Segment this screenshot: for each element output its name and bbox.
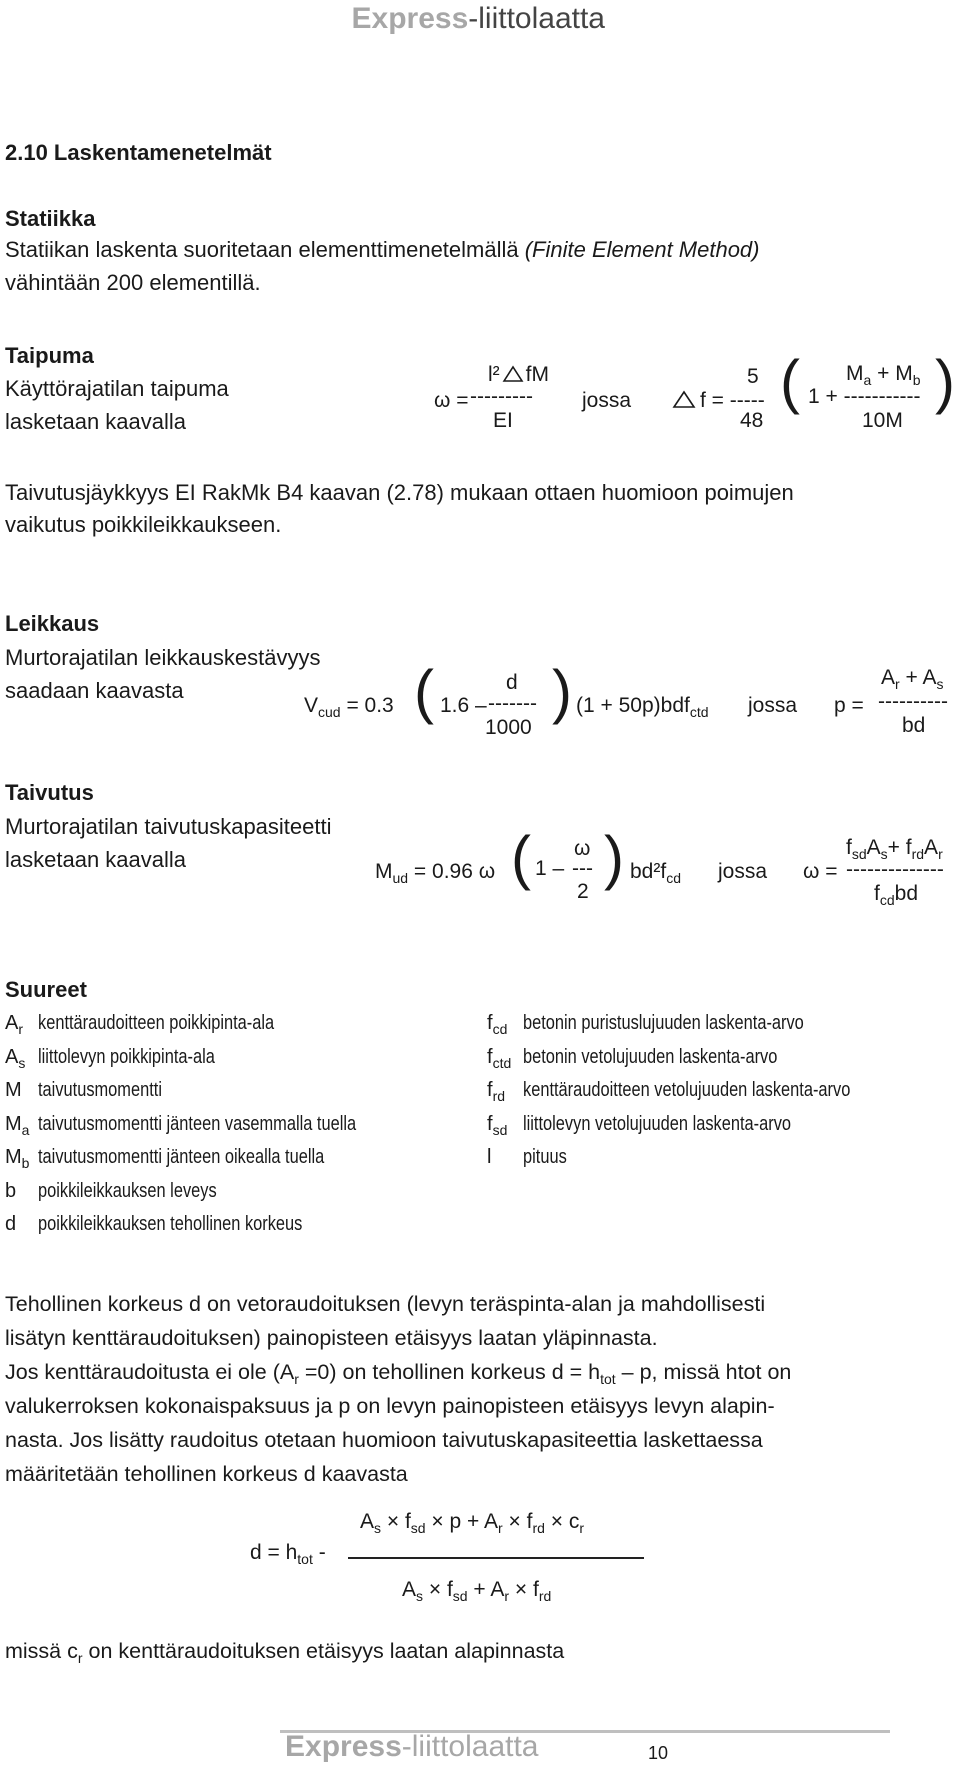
footer-brand: Express-liittolaatta bbox=[285, 1730, 539, 1763]
symbol-subscript: ctd bbox=[492, 1054, 512, 1071]
shear-1000: 1000 bbox=[485, 716, 532, 739]
leikkaus-line2: saadaan kaavasta bbox=[5, 678, 184, 703]
symbol-description: liittolevyn poikkipinta-ala bbox=[38, 1045, 215, 1068]
deflection-dashes: --------- bbox=[470, 385, 533, 408]
symbol: l bbox=[487, 1146, 492, 1168]
fraction-bar bbox=[348, 1557, 644, 1559]
bend-bd2fcd: $bd^2f_{cd}$ bbox=[630, 860, 681, 886]
p-eq: p = bbox=[834, 694, 864, 717]
taipuma-line1: Käyttörajatilan taipuma bbox=[5, 376, 229, 401]
last-line: missä $c_r$ on kenttäraudoituksen etäisyys laatan alapinnasta bbox=[5, 1639, 565, 1666]
suureet-heading: Suureet bbox=[5, 977, 87, 1002]
para-line4: valukerroksen kokonaispaksuus ja p on levyn painopisteen etäisyys levyn alapin- bbox=[5, 1394, 775, 1418]
f-fortyeight: 48 bbox=[740, 409, 764, 432]
w-dashes: -------------- bbox=[846, 858, 944, 881]
taivutus-heading: Taivutus bbox=[5, 780, 94, 805]
symbol: b bbox=[5, 1179, 17, 1202]
d-lhs: $d = h_{tot}$ - bbox=[250, 1541, 326, 1567]
symbol: f bbox=[487, 1079, 493, 1101]
symbol: M bbox=[5, 1112, 22, 1135]
bend-two: 2 bbox=[577, 880, 589, 903]
taipuma-heading: Taipuma bbox=[5, 343, 94, 368]
symbol-row bbox=[487, 1112, 792, 1138]
symbol-subscript: cd bbox=[492, 1021, 508, 1037]
w-eq: ω = bbox=[803, 860, 838, 883]
d-numerator: $A_s \times f_{sd} \times p + A_r \times f_{rd} \times c_r$ bbox=[360, 1510, 585, 1536]
taipuma-note2: vaikutus poikkileikkaukseen. bbox=[5, 512, 282, 537]
symbol-description: liittolevyn vetolujuuden laskenta-arvo bbox=[523, 1112, 792, 1135]
symbol-description: pituus bbox=[523, 1146, 567, 1168]
header-brand-rest: -liittolaatta bbox=[468, 2, 605, 35]
para-line1: Tehollinen korkeus d on vetoraudoituksen (levyn teräspinta-alan ja mahdollisesti bbox=[5, 1292, 766, 1316]
taivutus-line1: Murtorajatilan taivutuskapasiteetti bbox=[5, 814, 332, 839]
section-title: 2.10 Laskentamenetelmät bbox=[5, 140, 272, 165]
symbol: d bbox=[5, 1213, 17, 1235]
deflection-den: EI bbox=[493, 409, 513, 432]
symbol: A bbox=[5, 1012, 19, 1034]
para-line5: nasta. Jos lisätty raudoitus otetaan huomioon taivutuskapasiteettia laskettaessa bbox=[5, 1428, 763, 1452]
symbol-description: taivutusmomentti bbox=[38, 1079, 162, 1101]
w-num: $f_{sd}A_s+ f_{rd}A_r$ bbox=[846, 836, 943, 862]
symbol-row bbox=[5, 1012, 275, 1037]
ma-mb: $M_a + M_b$ bbox=[846, 362, 921, 388]
omega-eq: ω = bbox=[434, 389, 469, 412]
shear-jossa: jossa bbox=[748, 694, 798, 717]
taipuma-line2: lasketaan kaavalla bbox=[5, 409, 187, 434]
header-brand-bold: Express bbox=[351, 2, 469, 35]
m-ud: $M_{ud} = 0.96$ ω bbox=[375, 860, 496, 886]
symbol: f bbox=[487, 1112, 493, 1135]
symbol-subscript: rd bbox=[492, 1088, 506, 1104]
w-den: $f_{cd}bd$ bbox=[874, 882, 918, 908]
v-cud: $V_{cud} = 0.3$ bbox=[304, 694, 394, 720]
symbol-row bbox=[5, 1146, 325, 1171]
symbol: f bbox=[487, 1012, 493, 1034]
symbol-subscript: b bbox=[21, 1155, 30, 1171]
symbol-row bbox=[487, 1045, 778, 1071]
symbol: M bbox=[5, 1079, 22, 1101]
symbol: M bbox=[5, 1146, 22, 1168]
f-five: 5 bbox=[747, 365, 759, 388]
symbol-row bbox=[5, 1045, 215, 1071]
deflection-num: l² fM bbox=[488, 363, 549, 386]
para-line3: Jos kenttäraudoitusta ei ole $(A_r =0)$ on tehollinen korkeus $d = h_{tot} - p$, missä htot on bbox=[5, 1360, 792, 1387]
leikkaus-line1: Murtorajatilan leikkauskestävyys bbox=[5, 645, 321, 670]
symbol-description: kenttäraudoitteen vetolujuuden laskenta-arvo bbox=[523, 1079, 851, 1101]
bend-jossa: jossa bbox=[718, 860, 768, 883]
p-bd: bd bbox=[902, 714, 926, 737]
symbol: f bbox=[487, 1045, 493, 1068]
shear-d: d bbox=[506, 671, 518, 694]
symbol-description: taivutusmomentti jänteen oikealla tuella bbox=[38, 1146, 325, 1168]
page-number: 10 bbox=[648, 1743, 669, 1763]
symbol-description: taivutusmomentti jänteen vasemmalla tuella bbox=[38, 1112, 357, 1135]
symbol-row bbox=[487, 1012, 804, 1037]
delta-icon bbox=[672, 389, 696, 409]
d-denominator: $A_s \times f_{sd} + A_r \times f_{rd}$ bbox=[402, 1578, 552, 1604]
statiikka-line2: vähintään 200 elementillä. bbox=[5, 270, 261, 295]
symbol-description: poikkileikkauksen leveys bbox=[38, 1179, 217, 1202]
symbol-row bbox=[5, 1213, 303, 1236]
paren-open: ( bbox=[414, 658, 434, 725]
taipuma-note1: Taivutusjäykkyys EI RakMk B4 kaavan (2.78) mukaan ottaen huomioon poimujen bbox=[5, 480, 794, 505]
symbol-row bbox=[487, 1146, 567, 1169]
symbol-subscript: s bbox=[18, 1054, 26, 1071]
bend-omega: ω bbox=[574, 837, 591, 860]
symbol-subscript: r bbox=[18, 1021, 24, 1037]
paren-open: ( bbox=[780, 348, 800, 415]
shear-dashes: ------- bbox=[488, 692, 537, 715]
symbol-row bbox=[487, 1079, 851, 1104]
taipuma-jossa: jossa bbox=[582, 389, 632, 412]
one-plus: 1 + ----------- bbox=[808, 385, 921, 408]
symbol-description: kenttäraudoitteen poikkipinta-ala bbox=[38, 1012, 275, 1034]
symbol-row bbox=[5, 1079, 162, 1102]
symbol-row bbox=[5, 1112, 357, 1138]
p-dashes: ---------- bbox=[878, 690, 948, 713]
den-10m: 10M bbox=[862, 409, 903, 432]
paren-close: ) bbox=[552, 658, 572, 725]
symbol: A bbox=[5, 1045, 19, 1068]
taivutus-line2: lasketaan kaavalla bbox=[5, 847, 187, 872]
leikkaus-heading: Leikkaus bbox=[5, 611, 100, 636]
symbol-description: poikkileikkauksen tehollinen korkeus bbox=[38, 1213, 303, 1235]
paren-open: ( bbox=[511, 824, 531, 891]
symbol-row bbox=[5, 1179, 217, 1203]
statiikka-line1: Statiikan laskenta suoritetaan elementtimenetelmällä (Finite Element Method) bbox=[5, 237, 760, 262]
symbol-subscript: sd bbox=[492, 1121, 508, 1138]
delta-icon bbox=[502, 365, 524, 383]
p-num: $A_r + A_s$ bbox=[881, 666, 944, 692]
paren-close: ) bbox=[604, 824, 624, 891]
page-header bbox=[352, 2, 605, 36]
symbol-subscript: a bbox=[21, 1121, 30, 1138]
paren-close: ) bbox=[935, 348, 955, 415]
shear-rest: (1 + 50p)bdf$_{ctd}$ bbox=[576, 694, 709, 720]
bend-dashes: --- bbox=[572, 857, 593, 880]
para-line2: lisätyn kenttäraudoituksen) painopisteen etäisyys laatan yläpinnasta. bbox=[5, 1326, 658, 1350]
symbol-description: betonin puristuslujuuden laskenta-arvo bbox=[523, 1012, 804, 1034]
f-eq: f = ----- bbox=[700, 389, 765, 412]
bend-one: 1 – bbox=[535, 857, 565, 880]
para-line6: määritetään tehollinen korkeus d kaavasta bbox=[5, 1462, 408, 1486]
symbol-description: betonin vetolujuuden laskenta-arvo bbox=[523, 1045, 778, 1068]
shear-inner: 1.6 – bbox=[440, 694, 487, 717]
statiikka-heading: Statiikka bbox=[5, 206, 96, 231]
